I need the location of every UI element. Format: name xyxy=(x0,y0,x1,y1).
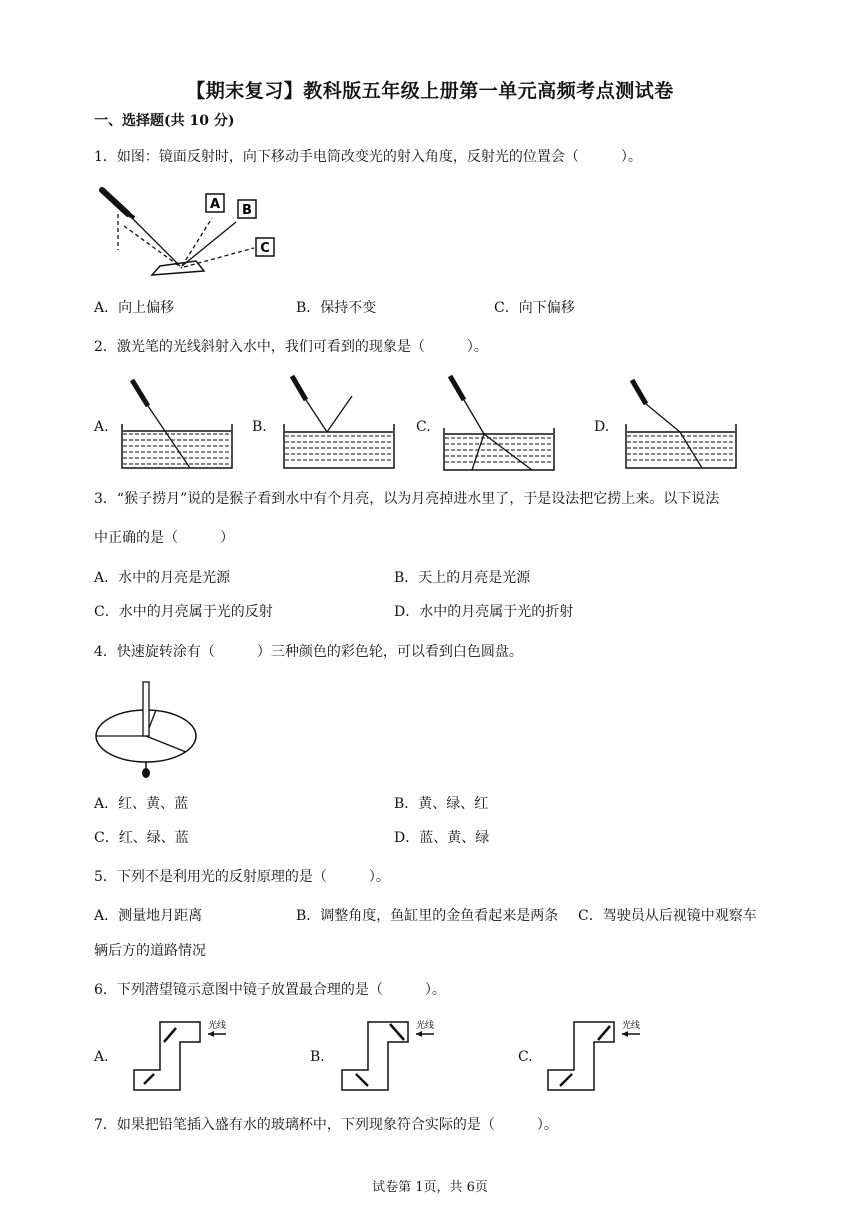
question-3-option-d[interactable]: D．水中的月亮属于光的折射 xyxy=(394,604,574,620)
question-6-stem: 6．下列潜望镜示意图中镜子放置最合理的是（ ）。 xyxy=(94,982,446,998)
question-1-option-a[interactable]: A．向上偏移 xyxy=(94,300,175,316)
question-3-option-a[interactable]: A．水中的月亮是光源 xyxy=(94,570,231,586)
question-4-stem: 4．快速旋转涂有（ ）三种颜色的彩色轮，可以看到白色圆盘。 xyxy=(94,644,523,660)
color-wheel-figure xyxy=(94,680,204,780)
laser-water-figure-d xyxy=(622,376,742,472)
question-4-option-a[interactable]: A．红、黄、蓝 xyxy=(94,796,189,812)
question-7-stem: 7．如果把铅笔插入盛有水的玻璃杯中，下列现象符合实际的是（ ）。 xyxy=(94,1117,558,1133)
question-6-option-c[interactable]: C. xyxy=(518,1049,533,1065)
light-label-c: 光线 xyxy=(622,1021,641,1031)
mirror-reflection-figure xyxy=(96,182,286,282)
periscope-figure-c xyxy=(546,1016,656,1096)
page-title: 【期末复习】教科版五年级上册第一单元高频考点测试卷 xyxy=(186,80,674,102)
periscope-figure-b xyxy=(340,1016,450,1096)
question-2-option-d[interactable]: D. xyxy=(594,419,610,435)
laser-water-figure-a xyxy=(118,376,238,472)
question-1-stem: 1．如图：镜面反射时，向下移动手电筒改变光的射入角度，反射光的位置会（ ）。 xyxy=(94,149,642,165)
page-footer: 试卷第 1页，共 6页 xyxy=(372,1180,488,1195)
question-4-option-c[interactable]: C．红、绿、蓝 xyxy=(94,830,189,846)
question-2-option-b[interactable]: B. xyxy=(252,419,267,435)
question-5-option-b[interactable]: B．调整角度，鱼缸里的金鱼看起来是两条 xyxy=(296,908,559,924)
question-4-option-b[interactable]: B．黄、绿、红 xyxy=(394,796,489,812)
question-4-option-d[interactable]: D．蓝、黄、绿 xyxy=(394,830,490,846)
question-5-option-c-continued: 辆后方的道路情况 xyxy=(94,943,206,959)
laser-water-figure-b xyxy=(280,372,400,472)
question-6-option-b[interactable]: B. xyxy=(310,1049,325,1065)
figure-label-b: B xyxy=(242,203,252,218)
question-1-option-c[interactable]: C．向下偏移 xyxy=(494,300,575,316)
question-5-stem: 5．下列不是利用光的反射原理的是（ ）。 xyxy=(94,869,390,885)
question-3-option-b[interactable]: B．天上的月亮是光源 xyxy=(394,570,531,586)
question-6-option-a[interactable]: A. xyxy=(94,1049,109,1065)
question-1-option-b[interactable]: B．保持不变 xyxy=(296,300,377,316)
question-2-option-c[interactable]: C. xyxy=(416,419,431,435)
question-2-stem: 2．激光笔的光线斜射入水中，我们可看到的现象是（ ）。 xyxy=(94,339,488,355)
question-5-option-a[interactable]: A．测量地月距离 xyxy=(94,908,203,924)
light-label-b: 光线 xyxy=(416,1021,435,1031)
figure-label-a: A xyxy=(209,197,221,212)
light-label-a: 光线 xyxy=(208,1021,227,1031)
section-heading: 一、选择题(共 10 分) xyxy=(94,113,235,129)
question-2-option-a[interactable]: A. xyxy=(94,419,109,435)
question-3-stem-line1: 3．“猴子捞月”说的是猴子看到水中有个月亮，以为月亮掉进水里了，于是设法把它捞上来。以下说法 xyxy=(94,491,720,507)
periscope-figure-a xyxy=(132,1016,242,1096)
question-5-option-c[interactable]: C．驾驶员从后视镜中观察车 xyxy=(578,908,757,924)
question-3-stem-line2: 中正确的是（ ） xyxy=(94,530,234,546)
figure-label-c: C xyxy=(260,241,270,256)
laser-water-figure-c xyxy=(440,372,560,472)
question-3-option-c[interactable]: C．水中的月亮属于光的反射 xyxy=(94,604,273,620)
